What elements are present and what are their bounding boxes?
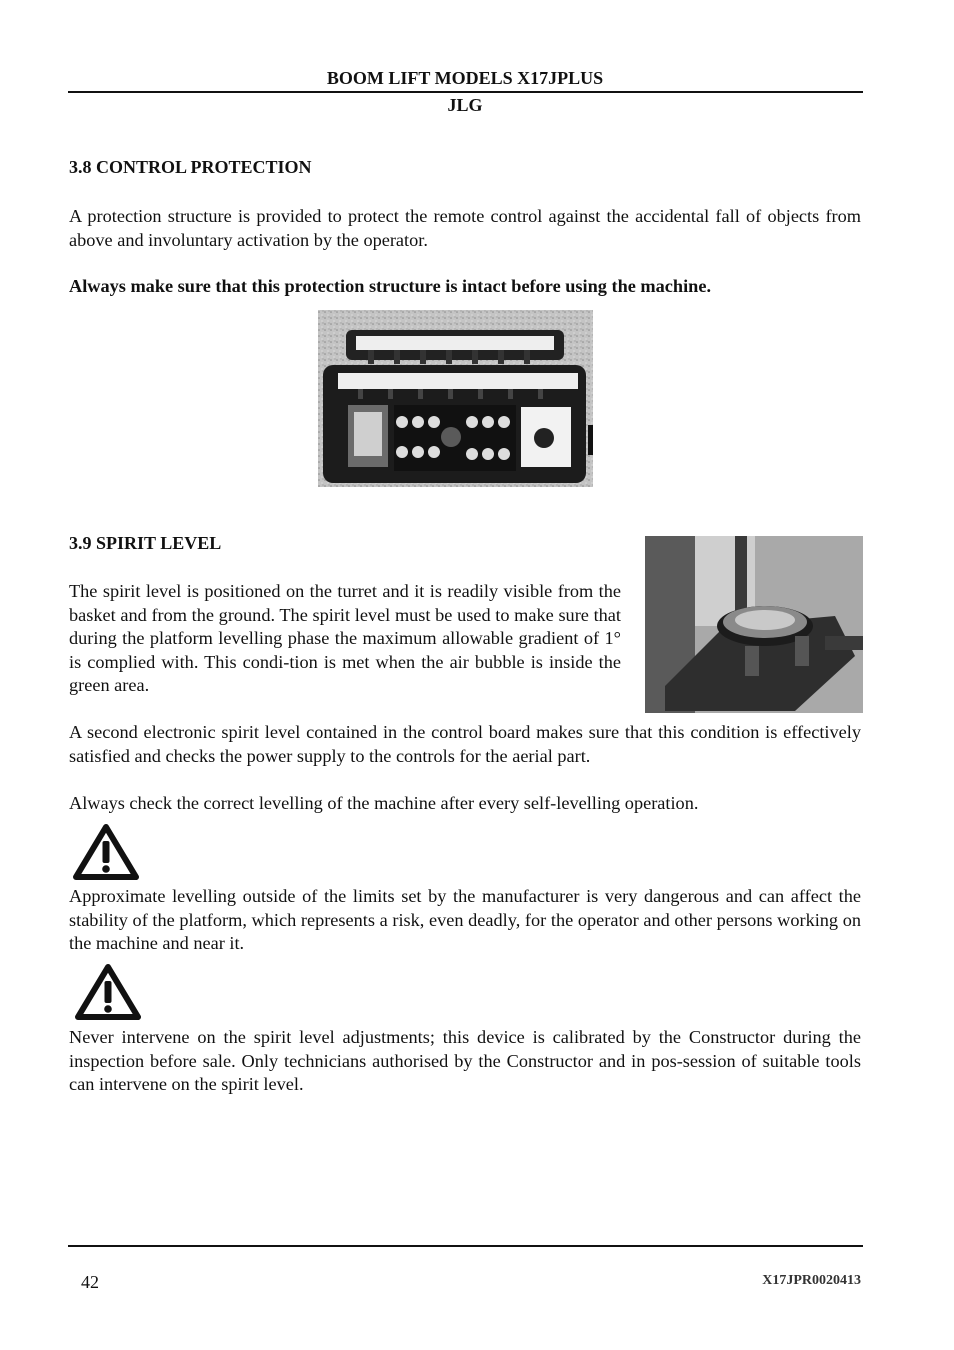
spirit-level-photo [645,536,863,713]
spirit-level-paragraph-2: A second electronic spirit level contained in the control board makes sure that this condition is effectively satisfied and checks the power supply to the controls for the aerial part. [69,722,861,766]
section-heading-spirit-level: 3.9 SPIRIT LEVEL [69,533,222,553]
spirit-level-paragraph-3: Always check the correct levelling of the machine after every self-levelling operation. [69,793,699,813]
page-number: 42 [81,1272,99,1292]
remote-control-photo [318,310,593,487]
warning-triangle-icon [75,964,141,1020]
document-code: X17JPR0020413 [762,1273,861,1288]
warning-triangle-icon [73,824,139,880]
spirit-level-paragraph-1: The spirit level is positioned on the turret and it is readily visible from the basket and from the ground. The spirit level must be used to make sure that during the platform levelling phase the maximum allowable gradient of 1° is complied with. This condi-tion is met when the air bubble is inside the green area. [69,581,621,695]
caution-paragraph-1: Approximate levelling outside of the limits set by the manufacturer is very dangerous and can affect the stability of the platform, which represents a risk, even deadly, for the operator and other persons working on the machine and near it. [69,886,861,953]
caution-paragraph-2: Never intervene on the spirit level adjustments; this device is calibrated by the Constructor during the inspection before sale. Only technicians authorised by the Constructor and in pos-session of suitable tools can intervene on the spirit level. [69,1027,861,1094]
header-rule [68,91,863,93]
section-heading-control-protection: 3.8 CONTROL PROTECTION [69,157,312,177]
control-protection-paragraph: A protection structure is provided to protect the remote control against the accidental fall of objects from above and involuntary activation by the operator. [69,206,861,250]
footer-rule [68,1245,863,1247]
header-brand: JLG [447,95,483,115]
header-title: BOOM LIFT MODELS X17JPLUS [326,68,604,88]
control-protection-warning: Always make sure that this protection structure is intact before using the machine. [69,276,712,296]
